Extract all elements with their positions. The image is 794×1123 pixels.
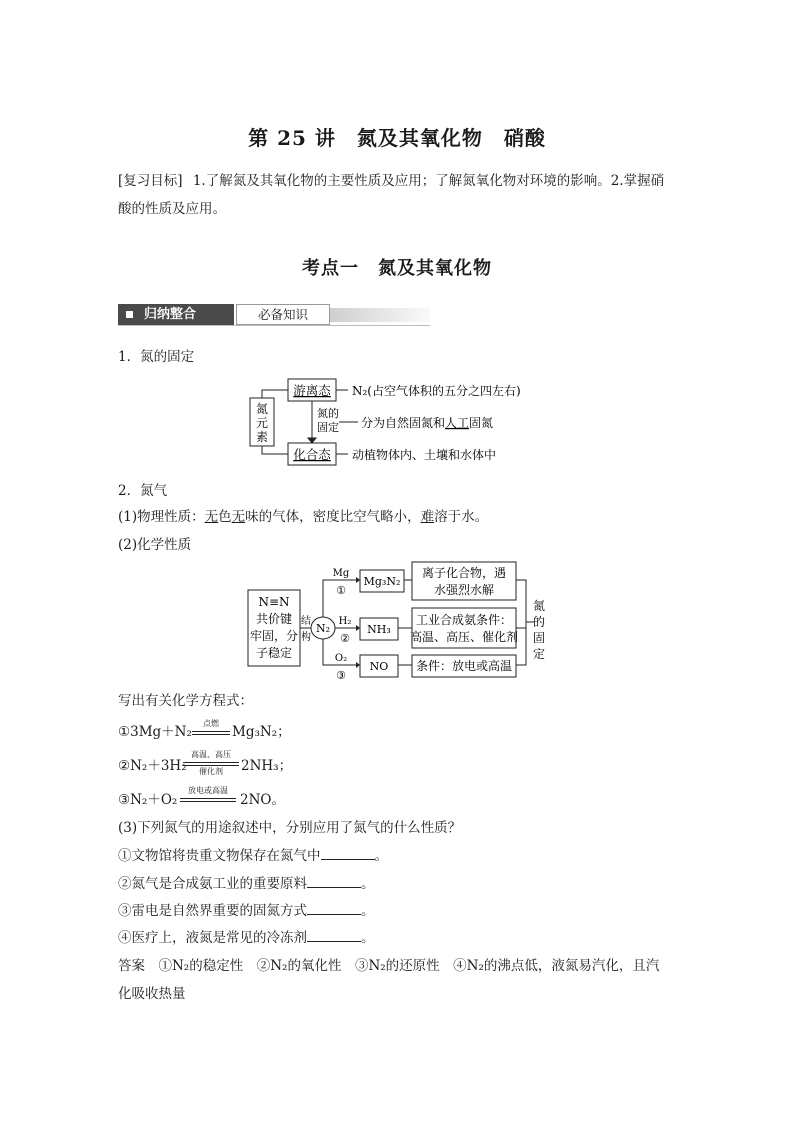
product-mg3n2: Mg₃N₂	[363, 575, 401, 588]
fixation-label-1: 氮的	[317, 407, 339, 420]
bond-text-3: 牢固，分	[249, 629, 299, 643]
answer-line-2: 化吸收热量	[118, 986, 186, 1002]
equation-3-condition: 放电或高温	[188, 786, 228, 795]
equation-2-left: ②N₂＋3H₂	[118, 758, 187, 774]
combined-state-label: 化合态	[293, 447, 331, 462]
blank-4	[307, 929, 361, 942]
nh3-desc-2: 高温、高压、催化剂	[409, 630, 519, 644]
physical-properties: (1)物理性质：无色无味的气体，密度比空气略小，难溶于水。	[118, 509, 489, 525]
banner-fade	[330, 308, 430, 322]
banner-right: 必备知识	[236, 304, 330, 325]
question-3: ③雷电是自然界重要的固氮方式 。	[118, 903, 375, 919]
equation-2-condition-bottom: 催化剂	[199, 767, 223, 776]
question-4: ④医疗上，液氮是常见的冷冻剂 。	[118, 930, 375, 946]
reaction-num-2: ②	[340, 632, 350, 645]
s2-heading: 2．氮气	[118, 483, 168, 499]
product-no: NO	[369, 660, 389, 673]
side-label-4: 定	[532, 647, 546, 661]
mg-desc-2: 水强烈水解	[433, 583, 495, 597]
struct-label-2: 构	[301, 632, 311, 643]
equations-intro: 写出有关化学方程式：	[118, 693, 253, 709]
no-desc: 条件：放电或高温	[415, 659, 513, 673]
equation-2-sign	[183, 762, 239, 763]
n2-label: N₂	[315, 622, 331, 635]
questions-intro: (3)下列氮气的用途叙述中，分别应用了氮气的什么性质？	[118, 820, 462, 836]
side-label-1: 氮	[532, 599, 546, 613]
equation-1-sign-2	[192, 734, 230, 735]
review-label: [复习目标]	[118, 173, 183, 189]
equation-1-sign	[192, 731, 230, 732]
product-nh3: NH₃	[367, 623, 391, 636]
element-char-3: 素	[255, 430, 269, 444]
answer-line-1: 答案 ①N₂的稳定性 ②N₂的氧化性 ③N₂的还原性 ④N₂的沸点低，液氮易汽化，且汽	[118, 958, 660, 974]
reagent-mg: Mg	[332, 568, 350, 579]
square-icon	[126, 311, 133, 318]
free-note: N₂(占空气体积的五分之四左右)	[352, 384, 521, 398]
s1-heading: 1．氮的固定	[118, 349, 195, 365]
blank-1	[321, 847, 375, 860]
struct-label-1: 结	[301, 616, 311, 627]
equation-2-condition-top: 高温、高压	[191, 750, 231, 759]
banner-rule	[118, 325, 430, 326]
side-label-3: 固	[532, 631, 546, 645]
equation-1-right: Mg₃N₂；	[232, 724, 291, 740]
knowledge-banner	[118, 304, 430, 326]
reagent-h2: H₂	[338, 616, 352, 627]
free-state-label: 游离态	[293, 383, 331, 398]
question-1: ①文物馆将贵重文物保存在氮气中 。	[118, 848, 388, 864]
reaction-num-1: ①	[336, 584, 346, 597]
fixation-label-2: 固定	[317, 421, 339, 434]
equation-2-right: 2NH₃；	[241, 758, 293, 774]
lesson-title: 第 25 讲 氮及其氧化物 硝酸	[248, 126, 546, 150]
reaction-num-3: ③	[336, 669, 346, 682]
review-goals-line2: 酸的性质及应用。	[118, 201, 226, 217]
bond-text-1: N≡N	[258, 595, 290, 609]
chemical-properties-heading: (2)化学性质	[118, 537, 192, 553]
bond-text-4: 子稳定	[255, 646, 293, 660]
element-char-2: 元	[255, 416, 269, 430]
reagent-o2: O₂	[334, 653, 348, 664]
banner-left: 归纳整合	[118, 304, 234, 325]
nitrogen-fixation-diagram	[246, 376, 566, 468]
fixation-note: 分为自然固氮和人工固氮	[361, 416, 494, 430]
review-goals-line1	[118, 171, 664, 191]
nh3-desc-1: 工业合成氨条件：	[415, 613, 513, 627]
mg-desc-1: 离子化合物，遇	[421, 566, 507, 580]
combined-note: 动植物体内、土壤和水体中	[352, 448, 497, 462]
nitrogen-properties-diagram	[246, 560, 556, 682]
side-label-2: 的	[532, 615, 546, 629]
equation-3-sign-2	[180, 801, 236, 802]
equation-3-right: 2NO。	[240, 792, 285, 808]
equation-1-condition: 点燃	[203, 719, 219, 728]
equation-1-left: ①3Mg＋N₂	[118, 724, 192, 740]
blank-3	[307, 902, 361, 915]
blank-2	[307, 875, 361, 888]
review-text-1: 1.了解氮及其氧化物的主要性质及应用；了解氮氧化物对环境的影响。2.掌握硝	[192, 173, 665, 189]
equation-3-left: ③N₂＋O₂	[118, 792, 178, 808]
equation-3-sign	[180, 798, 236, 799]
section-title: 考点一 氮及其氧化物	[302, 258, 492, 279]
element-char-1: 氮	[255, 402, 269, 416]
question-2: ②氮气是合成氨工业的重要原料 。	[118, 876, 375, 892]
bond-text-2: 共价键	[255, 612, 293, 626]
